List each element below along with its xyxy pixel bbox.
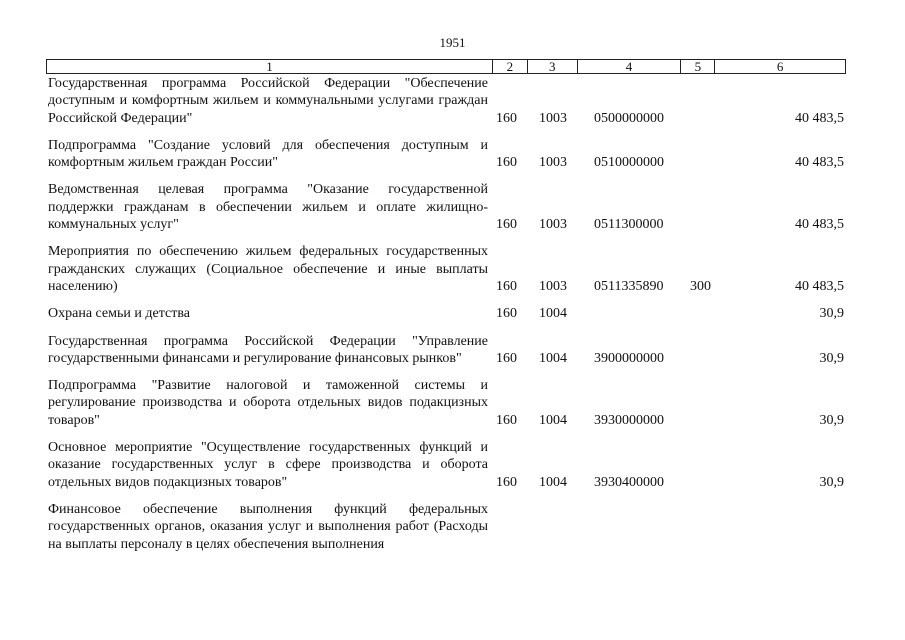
row-name: Охрана семьи и детства	[48, 306, 190, 322]
row-gr: 160	[496, 412, 517, 428]
row-rz: 1003	[539, 155, 567, 171]
row-gr: 160	[496, 110, 517, 126]
row-sum: 40 483,5	[795, 155, 844, 171]
row-cs: 0500000000	[594, 110, 664, 126]
row-cs: 3900000000	[594, 350, 664, 366]
table-row	[46, 439, 846, 491]
row-vr: 300	[690, 278, 711, 294]
table-row	[46, 137, 846, 172]
table-row	[46, 243, 846, 295]
row-sum: 30,9	[819, 474, 844, 490]
row-rz: 1004	[539, 350, 567, 366]
header-col-3: 3	[527, 60, 577, 73]
header-col-4: 4	[577, 60, 681, 73]
row-gr: 160	[496, 155, 517, 171]
row-gr: 160	[496, 350, 517, 366]
row-sum: 40 483,5	[795, 278, 844, 294]
row-sum: 30,9	[819, 306, 844, 322]
table-row	[46, 75, 846, 127]
row-cs: 0511335890	[594, 278, 664, 294]
row-cs: 3930000000	[594, 412, 664, 428]
header-col-5: 5	[680, 60, 714, 73]
row-name: Подпрограмма "Создание условий для обеспечения доступным и комфортным жильем граждан России"	[48, 137, 488, 171]
row-name: Подпрограмма "Развитие налоговой и таможенной системы и регулирование производства и оборота отдельных видов подакцизных товаров"	[48, 378, 488, 428]
row-cs: 0510000000	[594, 155, 664, 171]
row-gr: 160	[496, 217, 517, 233]
row-name: Основное мероприятие "Осуществление государственных функций и оказание государственных услуг в сфере производства и оборота отдельных видов подакцизных товаров"	[48, 440, 488, 490]
row-cs: 3930400000	[594, 474, 664, 490]
table-row	[46, 181, 846, 233]
row-sum: 30,9	[819, 350, 844, 366]
row-rz: 1003	[539, 110, 567, 126]
row-rz: 1003	[539, 217, 567, 233]
row-rz: 1004	[539, 474, 567, 490]
row-rz: 1003	[539, 278, 567, 294]
row-sum: 30,9	[819, 412, 844, 428]
table-row	[46, 333, 846, 368]
row-gr: 160	[496, 306, 517, 322]
row-gr: 160	[496, 474, 517, 490]
row-sum: 40 483,5	[795, 110, 844, 126]
table-body	[46, 75, 846, 563]
row-name: Мероприятия по обеспечению жильем федеральных государственных гражданских служащих (Социальное обеспечение и иные выплаты населению)	[48, 244, 488, 294]
header-col-1: 1	[266, 59, 273, 74]
row-rz: 1004	[539, 306, 567, 322]
table-row	[46, 377, 846, 429]
row-cs: 0511300000	[594, 217, 664, 233]
row-name: Государственная программа Российской Федерации "Обеспечение доступным и комфортным жильем и коммунальными услугами граждан Российской Федерации"	[48, 76, 488, 126]
header-col-6: 6	[714, 60, 845, 73]
row-name: Ведомственная целевая программа "Оказание государственной поддержки гражданам в обеспечении жильем и оплате жилищно-коммунальных услуг"	[48, 182, 488, 233]
row-sum: 40 483,5	[795, 217, 844, 233]
row-name: Финансовое обеспечение выполнения функций федеральных государственных органов, оказания услуг и выполнения работ (Расходы на выплаты персоналу в целях обеспечения выполнения	[48, 501, 488, 552]
table-header	[46, 59, 846, 74]
page-number: 1951	[439, 35, 466, 50]
row-gr: 160	[496, 278, 517, 294]
row-name: Государственная программа Российской Федерации "Управление государственными финансами и регулирование финансовых рынков"	[48, 333, 488, 366]
row-rz: 1004	[539, 412, 567, 428]
table-row	[46, 305, 846, 322]
table-row	[46, 501, 846, 553]
header-col-2: 2	[492, 60, 527, 73]
